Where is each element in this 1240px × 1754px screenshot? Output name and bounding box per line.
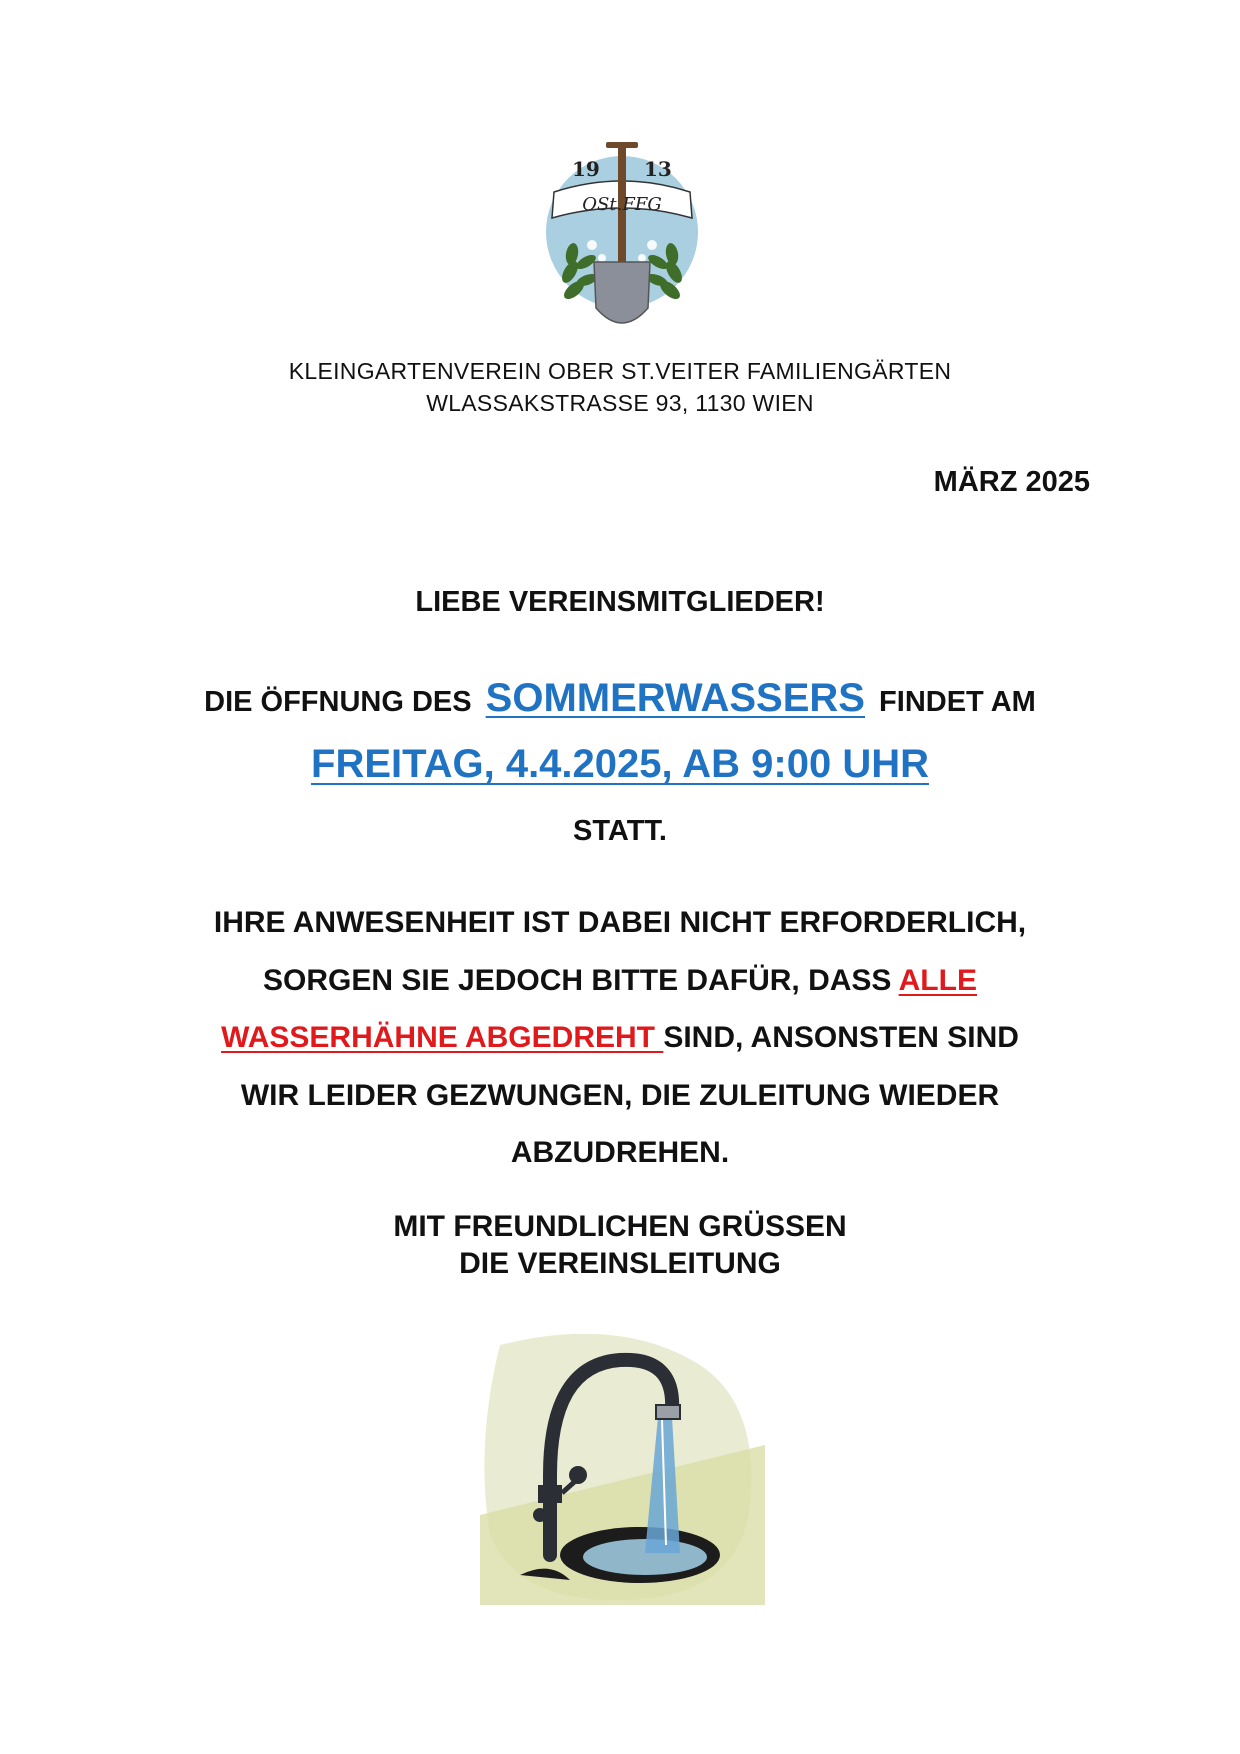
notice-line-2 [0,964,1240,998]
water-faucet-icon [480,1325,765,1605]
club-address: WLASSAKSTRASSE 93, 1130 WIEN [426,390,814,416]
notice-line-2-text: SORGEN SIE JEDOCH BITTE DAFÜR, DASS [263,964,899,997]
announcement-date-line [0,742,1240,787]
announcement-end: STATT. [573,815,667,847]
closing-greeting: MIT FREUNDLICHEN GRÜSSEN [393,1210,847,1243]
document-date: MÄRZ 2025 [933,466,1090,498]
notice-warning-1: ALLE [898,964,977,997]
club-emblem-icon [532,140,712,340]
closing-signature: DIE VEREINSLEITUNG [459,1247,781,1280]
emblem-year-right: 13 [644,157,672,181]
notice-line-1: IHRE ANWESENHEIT IST DABEI NICHT ERFORDERLICH, [213,906,1027,939]
notice-line-3 [0,1021,1240,1055]
announcement-after: FINDET AM [870,686,1036,718]
announcement-line [0,676,1240,721]
announcement-highlight: SOMMERWASSERS [485,676,865,720]
announcement-before: DIE ÖFFNUNG DES [204,686,480,718]
notice-line-5: ABZUDREHEN. [510,1136,730,1169]
announcement-date: FREITAG, 4.4.2025, AB 9:00 UHR [311,742,929,786]
notice-warning-2: WASSERHÄHNE ABGEDREHT [221,1021,664,1054]
notice-line-4: WIR LEIDER GEZWUNGEN, DIE ZULEITUNG WIEDER [240,1079,1000,1112]
club-name: KLEINGARTENVEREIN OBER ST.VEITER FAMILIENGÄRTEN [288,358,952,384]
emblem-year-left: 19 [572,157,600,181]
notice-line-3-text: SIND, ANSONSTEN SIND [663,1021,1019,1054]
greeting: LIEBE VEREINSMITGLIEDER! [415,586,825,618]
emblem-initials: OSt.FFG [582,194,662,215]
